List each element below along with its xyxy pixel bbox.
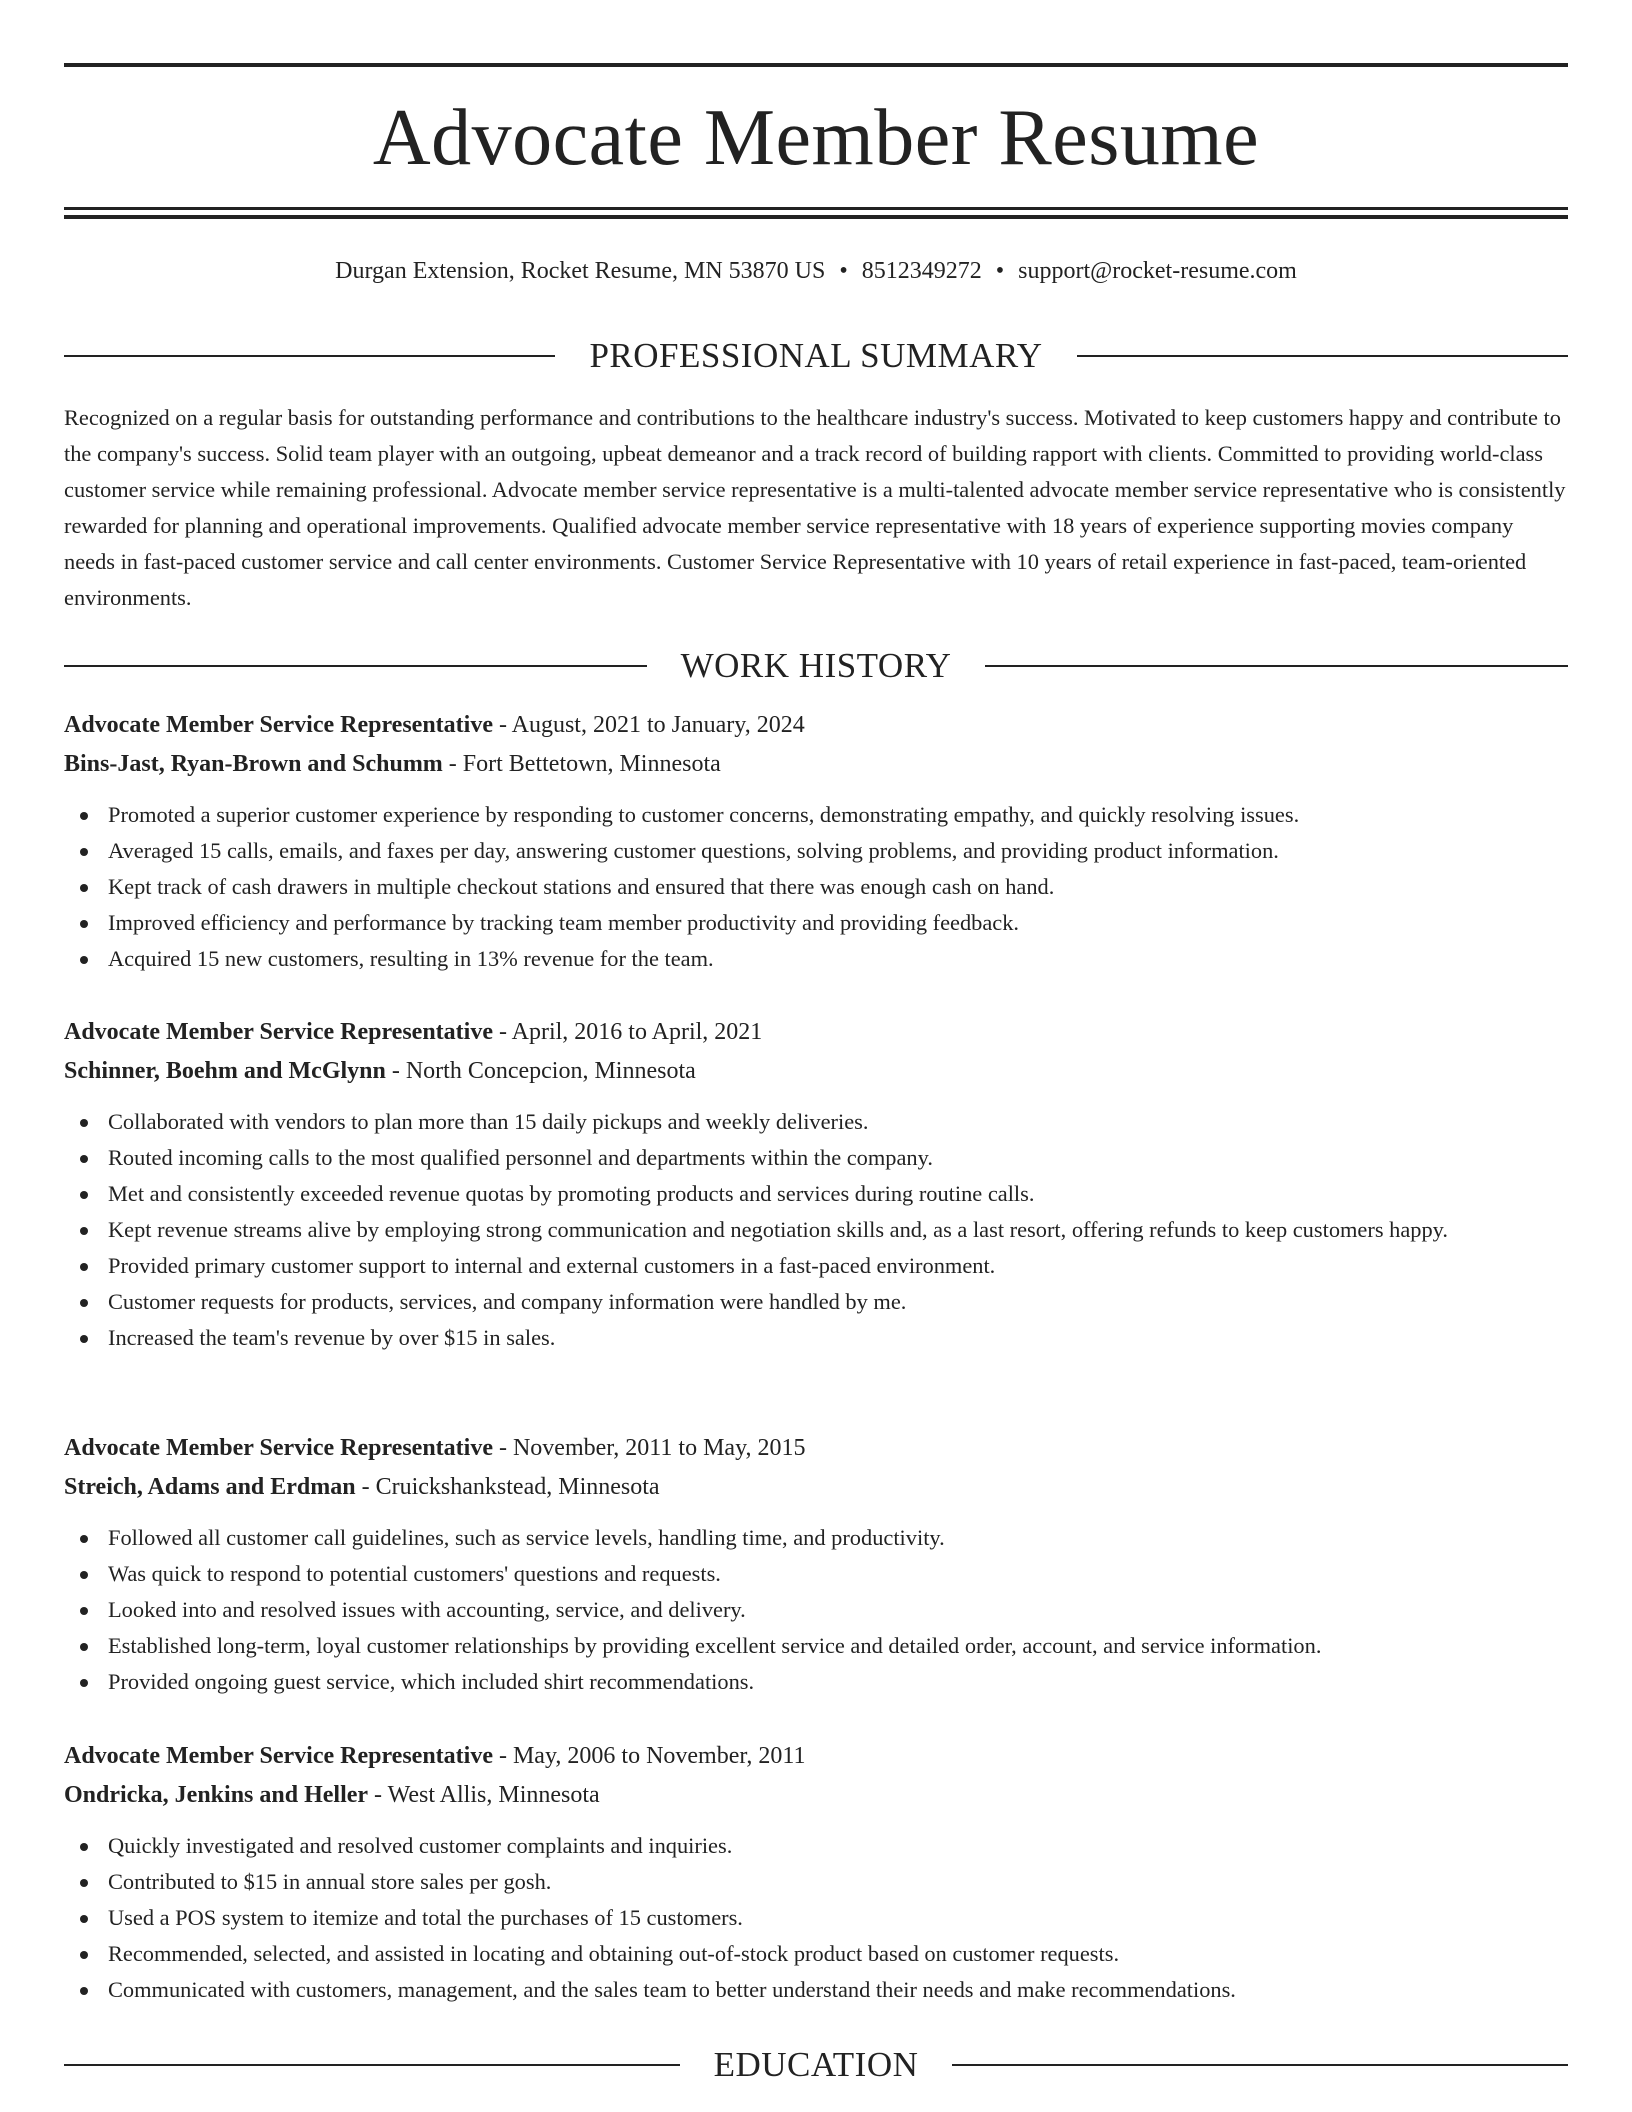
summary-paragraph: Recognized on a regular basis for outstanding performance and contributions to the healthcare industry's success. Motivated to keep customers happy and contribute to the company's success. Solid team player with an outgoing, upbeat demeanor and a track record of building rapport with clients. Committed to providing world-class customer service while remaining professional. Advocate member service representative is a multi-talented advocate member service representative who is consistently rewarded for planning and operational improvements. Qualified advocate member service representative with 18 years of experience supporting movies company needs in fast-paced customer service and call center environments. Customer Service Representative with 10 years of retail experience in fast-paced, team-oriented environments. [64, 405, 1566, 610]
job-entry [64, 706, 1568, 977]
job-bullet: Contributed to $15 in annual store sales per gosh. [64, 1864, 1568, 1900]
bullet-dot-icon [80, 1299, 88, 1307]
contact-phone: 8512349272 [861, 258, 982, 284]
job-bullet: Quickly investigated and resolved customer complaints and inquiries. [64, 1828, 1568, 1864]
divider-line [985, 665, 1568, 667]
bullet-dot-icon [80, 884, 88, 892]
job-bullet: Looked into and resolved issues with accounting, service, and delivery. [64, 1592, 1568, 1628]
bullet-dot-icon [80, 1843, 88, 1851]
job-company-line [64, 745, 1568, 784]
job-entry [64, 1737, 1568, 2008]
bullet-dot-icon [80, 1535, 88, 1543]
divider-line [1077, 355, 1568, 357]
job-title: Advocate Member Service Representative [64, 1019, 493, 1045]
divider-line [64, 665, 647, 667]
job-bullet: Met and consistently exceeded revenue quotas by promoting products and services during routine calls. [64, 1176, 1568, 1212]
job-entry [64, 1429, 1568, 1700]
job-dates: - August, 2021 to January, 2024 [492, 712, 805, 738]
job-bullet: Used a POS system to itemize and total the purchases of 15 customers. [64, 1900, 1568, 1936]
job-bullet: Customer requests for products, services, and company information were handled by me. [64, 1284, 1568, 1320]
bullet-dot-icon [80, 1227, 88, 1235]
job-company: Ondricka, Jenkins and Heller [64, 1781, 369, 1808]
bullet-dot-icon [80, 1951, 88, 1959]
job-title: Advocate Member Service Representative [64, 1743, 493, 1769]
contact-separator: • [839, 258, 848, 284]
job-bullet: Communicated with customers, management, and the sales team to better understand their needs and make recommendations. [64, 1972, 1568, 2008]
job-company: Schinner, Boehm and McGlynn [64, 1057, 386, 1084]
section-heading-label: WORK HISTORY [680, 646, 952, 685]
contact-address: Durgan Extension, Rocket Resume, MN 53870 US [335, 258, 826, 284]
job-dates: - November, 2011 to May, 2015 [492, 1435, 806, 1461]
job-bullet: Provided primary customer support to internal and external customers in a fast-paced environment. [64, 1248, 1568, 1284]
job-bullet: Was quick to respond to potential customers' questions and requests. [64, 1556, 1568, 1592]
section-heading-work-history [64, 644, 1568, 688]
job-company-line [64, 1052, 1568, 1091]
job-bullet: Improved efficiency and performance by tracking team member productivity and providing feedback. [64, 905, 1568, 941]
bullet-dot-icon [80, 1915, 88, 1923]
bullet-dot-icon [80, 848, 88, 856]
job-company: Bins-Jast, Ryan-Brown and Schumm [64, 750, 443, 777]
contact-info [64, 255, 1568, 287]
job-location: - North Concepcion, Minnesota [385, 1057, 696, 1084]
contact-separator: • [995, 258, 1005, 284]
job-title-line [64, 1013, 1568, 1052]
bullet-dot-icon [80, 1191, 88, 1199]
job-location: - Fort Bettetown, Minnesota [442, 750, 721, 777]
job-bullet-list [64, 1104, 1568, 1356]
job-bullet-list [64, 1520, 1568, 1700]
job-bullet: Kept revenue streams alive by employing strong communication and negotiation skills and, as a last resort, offering refunds to keep customers happy. [64, 1212, 1568, 1248]
job-bullet: Recommended, selected, and assisted in locating and obtaining out-of-stock product based on customer requests. [64, 1936, 1568, 1972]
job-bullet: Collaborated with vendors to plan more than 15 daily pickups and weekly deliveries. [64, 1104, 1568, 1140]
section-heading-education [64, 2043, 1568, 2087]
job-company: Streich, Adams and Erdman [64, 1473, 356, 1500]
bullet-dot-icon [80, 956, 88, 964]
job-bullet: Acquired 15 new customers, resulting in 13% revenue for the team. [64, 941, 1568, 977]
divider-line [64, 355, 555, 357]
job-company-line [64, 1776, 1568, 1815]
bullet-dot-icon [80, 1879, 88, 1887]
bullet-dot-icon [80, 1643, 88, 1651]
job-bullet: Averaged 15 calls, emails, and faxes per day, answering customer questions, solving problems, and providing product information. [64, 833, 1568, 869]
bullet-dot-icon [80, 1679, 88, 1687]
section-heading-label: PROFESSIONAL SUMMARY [589, 336, 1043, 375]
bullet-dot-icon [80, 1571, 88, 1579]
job-bullet: Established long-term, loyal customer relationships by providing excellent service and detailed order, account, and service information. [64, 1628, 1568, 1664]
job-dates: - April, 2016 to April, 2021 [492, 1019, 763, 1045]
job-entry [64, 1013, 1568, 1356]
job-bullet: Promoted a superior customer experience by responding to customer concerns, demonstrating empathy, and quickly resolving issues. [64, 797, 1568, 833]
bullet-dot-icon [80, 812, 88, 820]
job-bullet: Routed incoming calls to the most qualified personnel and departments within the company. [64, 1140, 1568, 1176]
job-bullet-list [64, 1828, 1568, 2008]
bullet-dot-icon [80, 1119, 88, 1127]
job-bullet-list [64, 797, 1568, 977]
job-title: Advocate Member Service Representative [64, 1435, 493, 1461]
job-bullet: Followed all customer call guidelines, such as service levels, handling time, and productivity. [64, 1520, 1568, 1556]
header-top-rule [64, 63, 1568, 67]
bullet-dot-icon [80, 1987, 88, 1995]
job-company-line [64, 1468, 1568, 1507]
job-bullet: Increased the team's revenue by over $15 in sales. [64, 1320, 1568, 1356]
divider-line [952, 2064, 1568, 2066]
job-location: - Cruickshankstead, Minnesota [355, 1473, 660, 1500]
section-heading-label: EDUCATION [713, 2045, 919, 2084]
bullet-dot-icon [80, 1335, 88, 1343]
job-bullet: Provided ongoing guest service, which included shirt recommendations. [64, 1664, 1568, 1700]
job-title-line [64, 1429, 1568, 1468]
bullet-dot-icon [80, 1607, 88, 1615]
job-location: - West Allis, Minnesota [368, 1781, 600, 1808]
page-title: Advocate Member Resume [372, 94, 1260, 182]
section-heading-summary [64, 334, 1568, 378]
bullet-dot-icon [80, 1155, 88, 1163]
job-title-line [64, 1737, 1568, 1776]
job-title-line [64, 706, 1568, 745]
job-title: Advocate Member Service Representative [64, 712, 493, 738]
header-double-rule-upper [64, 207, 1568, 210]
header-double-rule-lower [64, 215, 1568, 219]
job-bullet: Kept track of cash drawers in multiple checkout stations and ensured that there was enough cash on hand. [64, 869, 1568, 905]
divider-line [64, 2064, 680, 2066]
bullet-dot-icon [80, 920, 88, 928]
bullet-dot-icon [80, 1263, 88, 1271]
contact-email: support@rocket-resume.com [1018, 258, 1297, 284]
job-dates: - May, 2006 to November, 2011 [492, 1743, 806, 1769]
